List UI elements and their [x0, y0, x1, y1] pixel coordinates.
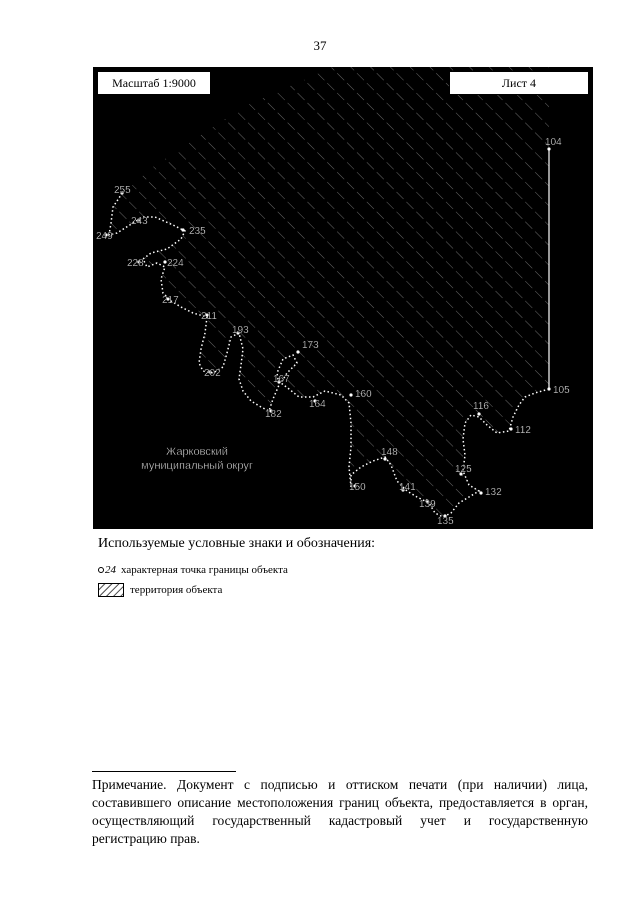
point-label-167: 167	[273, 374, 290, 385]
point-label-125: 125	[455, 464, 472, 475]
point-label-112: 112	[515, 425, 531, 436]
point-label-148: 148	[381, 447, 398, 458]
point-label-135: 135	[437, 516, 454, 527]
district-label-line1: Жарковский	[166, 446, 228, 458]
scale-label: Масштаб 1:9000	[97, 71, 211, 95]
point-sample-number: 24	[105, 564, 116, 576]
point-label-202: 202	[204, 368, 221, 379]
boundary-point-105	[547, 387, 550, 390]
point-label-243: 243	[131, 216, 148, 227]
point-label-116: 116	[473, 401, 489, 412]
point-label-132: 132	[485, 487, 502, 498]
district-label-line2: муниципальный округ	[141, 460, 253, 472]
legend-area-row	[98, 583, 222, 597]
point-label-104: 104	[545, 137, 562, 148]
boundary-point-235	[181, 228, 184, 231]
footnote-divider	[92, 771, 236, 772]
point-label-224: 224	[167, 258, 184, 269]
point-label-217: 217	[162, 295, 179, 306]
legend-point-row	[98, 564, 288, 576]
point-label-173: 173	[302, 340, 319, 351]
page-number: 37	[313, 38, 327, 53]
point-label-150: 150	[349, 482, 366, 493]
hatch-swatch-icon	[98, 583, 124, 597]
map-canvas	[93, 67, 593, 529]
legend-point-text: характерная точка границы объекта	[121, 564, 288, 576]
boundary-point-160	[349, 393, 352, 396]
point-label-211: 211	[201, 311, 217, 322]
point-label-235: 235	[189, 226, 206, 237]
point-label-139: 139	[419, 499, 436, 510]
point-label-141: 141	[399, 482, 416, 493]
point-label-193: 193	[232, 325, 249, 336]
point-label-255: 255	[114, 185, 131, 196]
footnote-text: Примечание. Документ с подписью и оттиском печати (при наличии) лица, составившего описание местоположения границ объекта, предоставляется в орган, осуществляющий государственный кадастровый учет и государственную регистрацию прав.	[92, 777, 588, 846]
legend-area-text: территория объекта	[130, 584, 223, 596]
point-label-249: 249	[96, 231, 113, 242]
boundary-point-173	[296, 350, 299, 353]
point-label-105: 105	[553, 385, 570, 396]
boundary-point-132	[479, 491, 482, 494]
boundary-point-116	[477, 412, 480, 415]
legend-title: Используемые условные знаки и обозначения:	[98, 536, 376, 551]
point-label-164: 164	[309, 399, 326, 410]
sheet-label: Лист 4	[449, 71, 589, 95]
boundary-map	[93, 67, 593, 529]
boundary-point-symbol	[98, 564, 116, 576]
point-dot-icon	[98, 567, 104, 573]
point-label-182: 182	[265, 409, 282, 420]
point-label-228: 228	[127, 258, 144, 269]
point-label-160: 160	[355, 389, 372, 400]
boundary-point-112	[509, 427, 512, 430]
